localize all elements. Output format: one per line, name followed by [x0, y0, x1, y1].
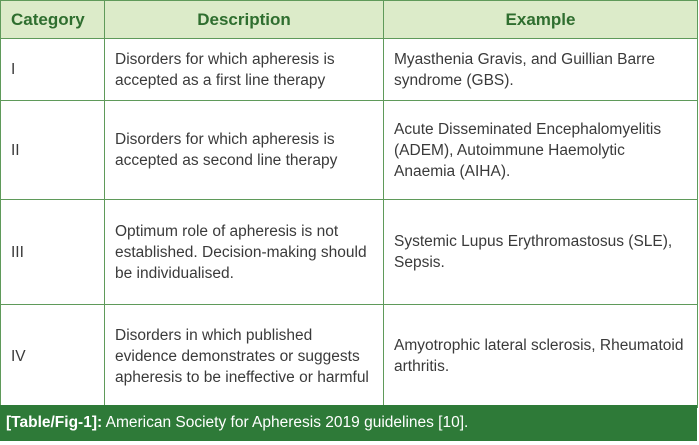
table-row — [1, 101, 698, 200]
category-cell: II — [1, 101, 105, 200]
category-cell: III — [1, 200, 105, 305]
description-cell: Disorders in which published evidence demonstrates or suggests apheresis to be ineffective or harmful — [105, 305, 384, 408]
header-example: Example — [384, 1, 698, 39]
caption-label: [Table/Fig-1]: — [6, 414, 103, 431]
example-cell: Amyotrophic lateral sclerosis, Rheumatoid arthritis. — [384, 305, 698, 408]
header-category: Category — [1, 1, 105, 39]
header-description: Description — [105, 1, 384, 39]
description-cell: Disorders for which apheresis is accepted as second line therapy — [105, 101, 384, 200]
header-row — [1, 1, 698, 39]
figure-caption — [0, 405, 697, 441]
table-row — [1, 305, 698, 408]
description-cell: Disorders for which apheresis is accepted as a first line therapy — [105, 39, 384, 101]
table-row — [1, 200, 698, 305]
example-cell: Myasthenia Gravis, and Guillian Barre syndrome (GBS). — [384, 39, 698, 101]
example-cell: Acute Disseminated Encephalomyelitis (ADEM), Autoimmune Haemolytic Anaemia (AIHA). — [384, 101, 698, 200]
example-cell: Systemic Lupus Erythromastosus (SLE), Sepsis. — [384, 200, 698, 305]
description-cell: Optimum role of apheresis is not established. Decision-making should be individualised. — [105, 200, 384, 305]
caption-text: American Society for Apheresis 2019 guidelines [10]. — [102, 414, 469, 431]
category-cell: IV — [1, 305, 105, 408]
table-row — [1, 39, 698, 101]
category-cell: I — [1, 39, 105, 101]
